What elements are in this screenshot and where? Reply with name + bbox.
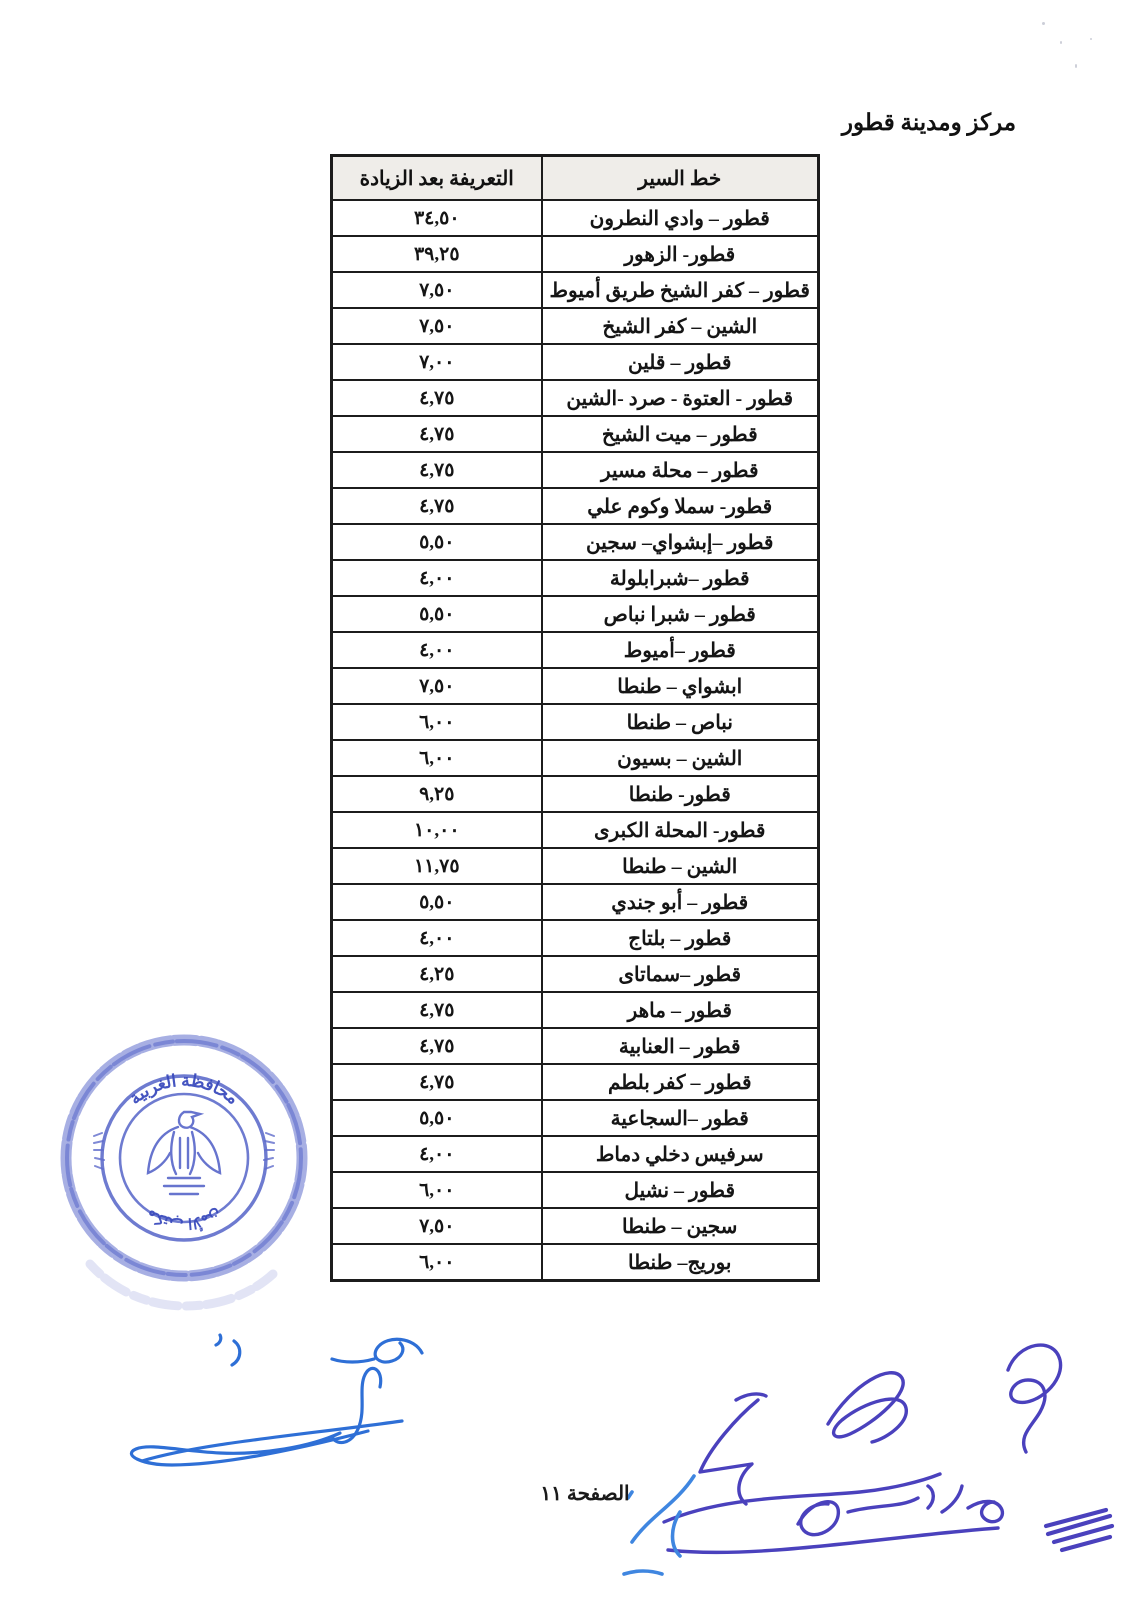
route-cell: قطور – ميت الشيخ xyxy=(542,416,819,452)
route-cell: سرفيس دخلي دماط xyxy=(542,1136,819,1172)
table-row xyxy=(332,1136,819,1172)
route-cell: قطور –سماتاى xyxy=(542,956,819,992)
signature-left xyxy=(122,1315,472,1490)
route-cell: قطور – محلة مسير xyxy=(542,452,819,488)
route-cell: قطور- طنطا xyxy=(542,776,819,812)
table-row xyxy=(332,380,819,416)
route-cell: قطور –إبشواي– سجين xyxy=(542,524,819,560)
page-title: مركز ومدينة قطور xyxy=(841,110,1017,135)
tariff-cell: ٤,٧٥ xyxy=(332,1028,542,1064)
tariff-cell: ٤,٧٥ xyxy=(332,452,542,488)
tariff-cell: ٤,٠٠ xyxy=(332,560,542,596)
fare-table-body xyxy=(332,200,819,1281)
table-row xyxy=(332,812,819,848)
route-cell: قطور – قلين xyxy=(542,344,819,380)
table-row xyxy=(332,416,819,452)
route-cell: قطور –شبرابلولة xyxy=(542,560,819,596)
tariff-cell: ٤,٠٠ xyxy=(332,1136,542,1172)
table-row xyxy=(332,1100,819,1136)
tariff-cell: ٦,٠٠ xyxy=(332,1244,542,1281)
route-cell: ابشواي – طنطا xyxy=(542,668,819,704)
table-row xyxy=(332,452,819,488)
tariff-cell: ٥,٥٠ xyxy=(332,524,542,560)
route-cell: قطور - العتوة - صرد -الشين xyxy=(542,380,819,416)
svg-text:محافظة الغربية xyxy=(126,1071,243,1108)
table-row xyxy=(332,848,819,884)
route-cell: الشين – كفر الشيخ xyxy=(542,308,819,344)
tariff-cell: ٦,٠٠ xyxy=(332,704,542,740)
route-cell: قطور –أميوط xyxy=(542,632,819,668)
tariff-cell: ٤,٠٠ xyxy=(332,920,542,956)
tariff-cell: ٧,٥٠ xyxy=(332,308,542,344)
route-cell: قطور- المحلة الكبرى xyxy=(542,812,819,848)
column-header-tariff: التعريفة بعد الزيادة xyxy=(332,156,542,201)
route-cell: قطور – بلتاج xyxy=(542,920,819,956)
signature-icon xyxy=(122,1315,472,1490)
scan-speck xyxy=(1090,38,1092,40)
route-cell: قطور –السجاعية xyxy=(542,1100,819,1136)
tariff-cell: ٤,٧٥ xyxy=(332,416,542,452)
table-row xyxy=(332,308,819,344)
table-row xyxy=(332,1028,819,1064)
signatures-icon xyxy=(598,1312,1131,1600)
table-row xyxy=(332,272,819,308)
route-cell: بوريج– طنطا xyxy=(542,1244,819,1281)
svg-text:مكتب الأمن xyxy=(144,1206,223,1233)
tariff-cell: ١١,٧٥ xyxy=(332,848,542,884)
tariff-cell: ٤,٧٥ xyxy=(332,992,542,1028)
table-row xyxy=(332,704,819,740)
tariff-cell: ٣٩,٢٥ xyxy=(332,236,542,272)
tariff-cell: ٥,٥٠ xyxy=(332,1100,542,1136)
table-row xyxy=(332,776,819,812)
table-row xyxy=(332,1244,819,1281)
scan-speck xyxy=(1042,22,1045,25)
table-row xyxy=(332,560,819,596)
tariff-cell: ٦,٠٠ xyxy=(332,740,542,776)
tariff-cell: ٥,٥٠ xyxy=(332,596,542,632)
table-header-row xyxy=(332,156,819,201)
governorate-stamp-icon xyxy=(50,1028,318,1328)
stamp-bottom-text: مكتب الأمن xyxy=(144,1206,224,1231)
official-stamp xyxy=(50,1028,318,1328)
table-row xyxy=(332,596,819,632)
fare-table xyxy=(330,154,820,1282)
table-row xyxy=(332,920,819,956)
route-cell: قطور – كفر الشيخ طريق أميوط xyxy=(542,272,819,308)
table-row xyxy=(332,668,819,704)
tariff-cell: ٧,٥٠ xyxy=(332,272,542,308)
route-cell: قطور – ماهر xyxy=(542,992,819,1028)
tariff-cell: ١٠,٠٠ xyxy=(332,812,542,848)
table-row xyxy=(332,956,819,992)
route-cell: قطور – العنابية xyxy=(542,1028,819,1064)
tariff-cell: ٩,٢٥ xyxy=(332,776,542,812)
tariff-cell: ٤,٢٥ xyxy=(332,956,542,992)
table-row xyxy=(332,884,819,920)
signature-right-cluster xyxy=(598,1312,1131,1600)
column-header-route: خط السير xyxy=(542,156,819,201)
table-row xyxy=(332,992,819,1028)
tariff-cell: ٤,٠٠ xyxy=(332,632,542,668)
table-row xyxy=(332,740,819,776)
route-cell: نباص – طنطا xyxy=(542,704,819,740)
route-cell: الشين – بسيون xyxy=(542,740,819,776)
tariff-cell: ٤,٧٥ xyxy=(332,488,542,524)
tariff-cell: ٣٤,٥٠ xyxy=(332,200,542,236)
table-row xyxy=(332,488,819,524)
tariff-cell: ٧,٥٠ xyxy=(332,668,542,704)
table-row xyxy=(332,524,819,560)
route-cell: قطور- الزهور xyxy=(542,236,819,272)
route-cell: قطور – شبرا نباص xyxy=(542,596,819,632)
page-number-label: الصفحة ١١ xyxy=(540,1483,630,1505)
table-row xyxy=(332,1208,819,1244)
tariff-cell: ٧,٠٠ xyxy=(332,344,542,380)
stamp-top-text: محافظة الغربية xyxy=(125,1070,243,1109)
route-cell: قطور- سملا وكوم علي xyxy=(542,488,819,524)
table-row xyxy=(332,344,819,380)
route-cell: الشين – طنطا xyxy=(542,848,819,884)
tariff-cell: ٧,٥٠ xyxy=(332,1208,542,1244)
route-cell: قطور – وادي النطرون xyxy=(542,200,819,236)
table-row xyxy=(332,1172,819,1208)
table-row xyxy=(332,236,819,272)
route-cell: قطور – كفر بلطم xyxy=(542,1064,819,1100)
table-row xyxy=(332,632,819,668)
tariff-cell: ٦,٠٠ xyxy=(332,1172,542,1208)
table-row xyxy=(332,1064,819,1100)
table-row xyxy=(332,200,819,236)
route-cell: قطور – نشيل xyxy=(542,1172,819,1208)
scan-speck xyxy=(1060,41,1062,44)
route-cell: سجين – طنطا xyxy=(542,1208,819,1244)
tariff-cell: ٤,٧٥ xyxy=(332,380,542,416)
scan-speck xyxy=(1075,64,1077,68)
tariff-cell: ٤,٧٥ xyxy=(332,1064,542,1100)
route-cell: قطور – أبو جندي xyxy=(542,884,819,920)
tariff-cell: ٥,٥٠ xyxy=(332,884,542,920)
